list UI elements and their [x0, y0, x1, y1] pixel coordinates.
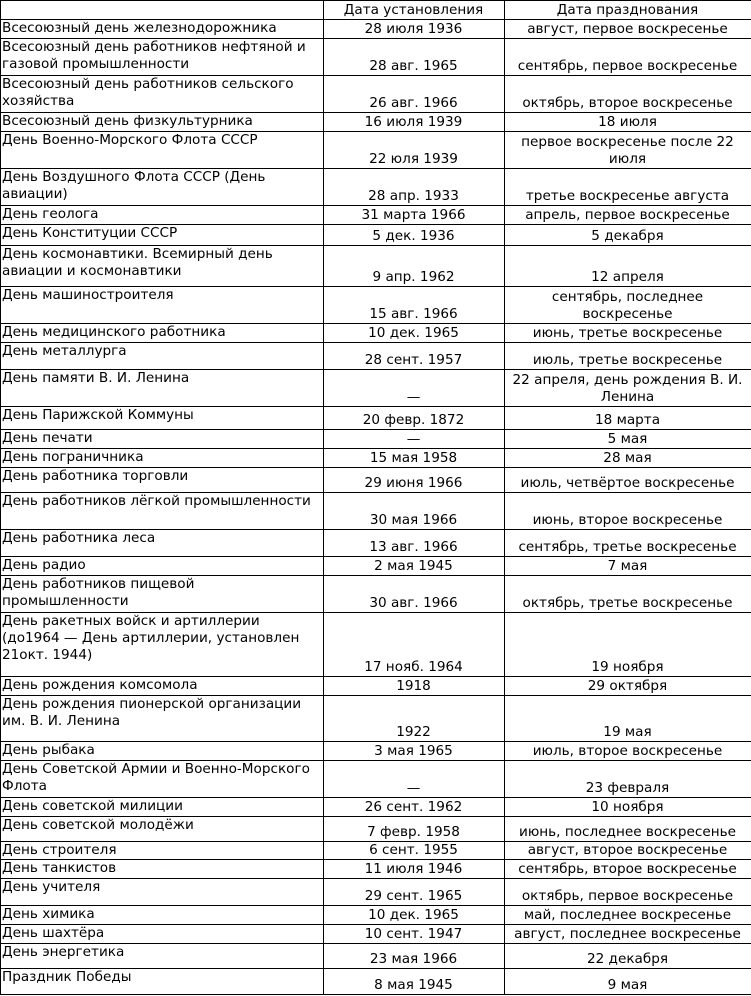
table-row: [1, 370, 751, 407]
table-row: [1, 287, 751, 324]
established-date: 5 дек. 1936: [324, 225, 505, 246]
holiday-name: День шахтёра: [1, 925, 324, 944]
holiday-name: День Парижской Коммуны: [1, 407, 324, 430]
established-date: 10 дек. 1965: [324, 906, 505, 925]
holiday-name: День учителя: [1, 879, 324, 906]
table-row: [1, 925, 751, 944]
celebration-date: первое воскресенье после 22 июля: [505, 132, 751, 169]
established-date: 1922: [324, 696, 505, 742]
established-date: 31 марта 1966: [324, 206, 505, 225]
table-row: [1, 39, 751, 76]
holiday-name: День геолога: [1, 206, 324, 225]
established-date: 22 юля 1939: [324, 132, 505, 169]
established-date: 26 авг. 1966: [324, 76, 505, 113]
holiday-name: День космонавтики. Всемирный день авиации и космонавтики: [1, 246, 324, 287]
header-established-date: Дата установления: [324, 1, 505, 20]
celebration-date: третье воскресенье августа: [505, 169, 751, 206]
celebration-date: 19 мая: [505, 696, 751, 742]
celebration-date: июль, третье воскресенье: [505, 343, 751, 370]
celebration-date: 7 мая: [505, 557, 751, 576]
holiday-name: День машиностроителя: [1, 287, 324, 324]
holiday-name: Всесоюзный день железнодорожника: [1, 20, 324, 39]
celebration-date: май, последнее воскресенье: [505, 906, 751, 925]
established-date: 8 мая 1945: [324, 969, 505, 995]
celebration-date: октябрь, первое воскресенье: [505, 879, 751, 906]
table-row: [1, 169, 751, 206]
celebration-date: 18 июля: [505, 113, 751, 132]
holiday-name: Всесоюзный день физкультурника: [1, 113, 324, 132]
table-row: [1, 817, 751, 842]
celebration-date: июнь, последнее воскресенье: [505, 817, 751, 842]
established-date: 15 авг. 1966: [324, 287, 505, 324]
holiday-name: День памяти В. И. Ленина: [1, 370, 324, 407]
table-row: [1, 613, 751, 677]
celebration-date: 5 мая: [505, 430, 751, 449]
established-date: 17 нояб. 1964: [324, 613, 505, 677]
table-row: [1, 76, 751, 113]
holiday-name: Всесоюзный день работников нефтяной и газовой промышленности: [1, 39, 324, 76]
celebration-date: 29 октября: [505, 677, 751, 696]
celebration-date: 22 декабря: [505, 944, 751, 969]
table-row: [1, 449, 751, 468]
table-row: [1, 557, 751, 576]
holiday-name: День Конституции СССР: [1, 225, 324, 246]
established-date: 11 июля 1946: [324, 860, 505, 879]
celebration-date: август, последнее воскресенье: [505, 925, 751, 944]
established-date: 16 июля 1939: [324, 113, 505, 132]
established-date: —: [324, 761, 505, 798]
table-row: [1, 225, 751, 246]
established-date: —: [324, 370, 505, 407]
celebration-date: сентябрь, третье воскресенье: [505, 530, 751, 557]
table-row: [1, 246, 751, 287]
holiday-name: День советской молодёжи: [1, 817, 324, 842]
celebration-date: 19 ноября: [505, 613, 751, 677]
table-row: [1, 530, 751, 557]
celebration-date: июнь, второе воскресенье: [505, 493, 751, 530]
holiday-name: День работников пищевой промышленности: [1, 576, 324, 613]
table-row: [1, 906, 751, 925]
holiday-name: День рождения пионерской организации им. В. И. Ленина: [1, 696, 324, 742]
table-row: [1, 407, 751, 430]
table-row: [1, 742, 751, 761]
table-row: [1, 798, 751, 817]
holiday-name: День рождения комсомола: [1, 677, 324, 696]
holiday-name: День Воздушного Флота СССР (День авиации): [1, 169, 324, 206]
established-date: 10 дек. 1965: [324, 324, 505, 343]
celebration-date: сентябрь, первое воскресенье: [505, 39, 751, 76]
established-date: 9 апр. 1962: [324, 246, 505, 287]
table-row: [1, 113, 751, 132]
established-date: 1918: [324, 677, 505, 696]
established-date: 30 авг. 1966: [324, 576, 505, 613]
table-row: [1, 842, 751, 860]
table-row: [1, 430, 751, 449]
celebration-date: 5 декабря: [505, 225, 751, 246]
celebration-date: сентябрь, второе воскресенье: [505, 860, 751, 879]
celebration-date: 23 февраля: [505, 761, 751, 798]
holiday-name: День рыбака: [1, 742, 324, 761]
holiday-name: День химика: [1, 906, 324, 925]
holiday-name: День радио: [1, 557, 324, 576]
established-date: —: [324, 430, 505, 449]
table-row: [1, 696, 751, 742]
established-date: 30 мая 1966: [324, 493, 505, 530]
celebration-date: сентябрь, последнее воскресенье: [505, 287, 751, 324]
header-holiday-name: [1, 1, 324, 20]
holiday-name: День печати: [1, 430, 324, 449]
table-row: [1, 343, 751, 370]
established-date: 6 сент. 1955: [324, 842, 505, 860]
celebration-date: 18 марта: [505, 407, 751, 430]
established-date: 23 мая 1966: [324, 944, 505, 969]
table-row: [1, 324, 751, 343]
celebration-date: июль, второе воскресенье: [505, 742, 751, 761]
established-date: 28 авг. 1965: [324, 39, 505, 76]
celebration-date: октябрь, второе воскресенье: [505, 76, 751, 113]
celebration-date: июль, четвёртое воскресенье: [505, 468, 751, 493]
table-row: [1, 493, 751, 530]
table-row: [1, 879, 751, 906]
established-date: 15 мая 1958: [324, 449, 505, 468]
established-date: 29 июня 1966: [324, 468, 505, 493]
celebration-date: август, второе воскресенье: [505, 842, 751, 860]
celebration-date: 9 мая: [505, 969, 751, 995]
established-date: 26 сент. 1962: [324, 798, 505, 817]
established-date: 28 июля 1936: [324, 20, 505, 39]
table-row: [1, 677, 751, 696]
celebration-date: 10 ноября: [505, 798, 751, 817]
established-date: 28 сент. 1957: [324, 343, 505, 370]
established-date: 2 мая 1945: [324, 557, 505, 576]
celebration-date: 12 апреля: [505, 246, 751, 287]
holiday-name: День строителя: [1, 842, 324, 860]
table-row: [1, 944, 751, 969]
holiday-name: День пограничника: [1, 449, 324, 468]
table-row: [1, 468, 751, 493]
holiday-name: День медицинского работника: [1, 324, 324, 343]
holiday-name: День Советской Армии и Военно-Морского Флота: [1, 761, 324, 798]
table-row: [1, 20, 751, 39]
holiday-name: День энергетика: [1, 944, 324, 969]
holiday-name: День работника леса: [1, 530, 324, 557]
header-celebration-date: Дата празднования: [505, 1, 751, 20]
established-date: 20 февр. 1872: [324, 407, 505, 430]
established-date: 28 апр. 1933: [324, 169, 505, 206]
table-row: [1, 132, 751, 169]
holiday-name: Всесоюзный день работников сельского хозяйства: [1, 76, 324, 113]
holiday-name: День металлурга: [1, 343, 324, 370]
established-date: 7 февр. 1958: [324, 817, 505, 842]
holiday-name: День ракетных войск и артиллерии (до1964 — День артиллерии, установлен 21окт. 1944): [1, 613, 324, 677]
established-date: 13 авг. 1966: [324, 530, 505, 557]
established-date: 10 сент. 1947: [324, 925, 505, 944]
established-date: 29 сент. 1965: [324, 879, 505, 906]
table-row: [1, 576, 751, 613]
celebration-date: 22 апреля, день рождения В. И. Ленина: [505, 370, 751, 407]
holiday-name: День работников лёгкой промышленности: [1, 493, 324, 530]
holiday-name: Праздник Победы: [1, 969, 324, 995]
celebration-date: октябрь, третье воскресенье: [505, 576, 751, 613]
holiday-name: День советской милиции: [1, 798, 324, 817]
table-row: [1, 860, 751, 879]
table-row: [1, 206, 751, 225]
celebration-date: 28 мая: [505, 449, 751, 468]
holiday-name: День танкистов: [1, 860, 324, 879]
holiday-name: День работника торговли: [1, 468, 324, 493]
established-date: 3 мая 1965: [324, 742, 505, 761]
celebration-date: июнь, третье воскресенье: [505, 324, 751, 343]
table-row: [1, 761, 751, 798]
celebration-date: август, первое воскресенье: [505, 20, 751, 39]
celebration-date: апрель, первое воскресенье: [505, 206, 751, 225]
table-header-row: [1, 1, 751, 20]
holiday-name: День Военно-Морского Флота СССР: [1, 132, 324, 169]
table-row: [1, 969, 751, 995]
